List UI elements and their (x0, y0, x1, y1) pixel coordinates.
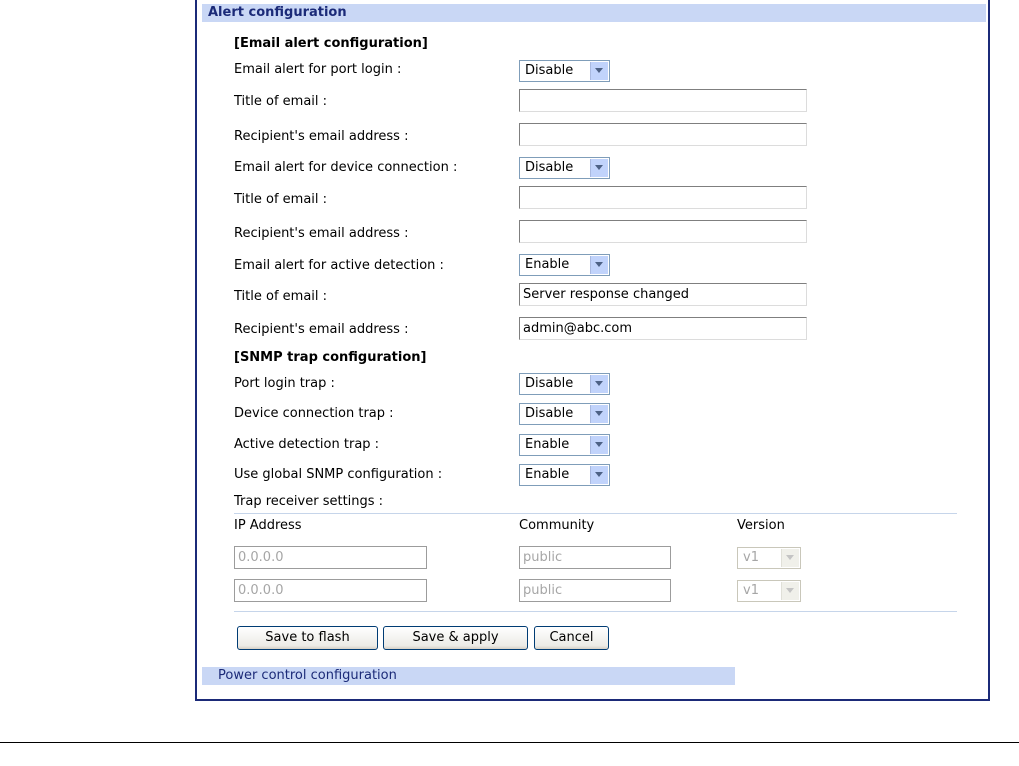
receiver-1-community-input[interactable]: public (519, 546, 671, 569)
chevron-down-icon (590, 62, 608, 80)
port-login-trap-label: Port login trap : (234, 376, 335, 391)
port-login-alert-label: Email alert for port login : (234, 62, 402, 77)
active-detection-trap-label: Active detection trap : (234, 437, 380, 452)
chevron-down-icon (590, 375, 608, 393)
port-login-email-title-input[interactable] (519, 89, 807, 112)
column-header-version: Version (737, 518, 785, 533)
receiver-2-ip-input[interactable]: 0.0.0.0 (234, 579, 427, 602)
device-connection-trap-value: Disable (525, 406, 574, 421)
save-to-flash-button[interactable]: Save to flash (237, 626, 378, 650)
device-connection-alert-label: Email alert for device connection : (234, 160, 458, 175)
port-login-trap-select[interactable] (519, 373, 610, 395)
active-detection-email-title-input[interactable]: Server response changed (519, 283, 807, 306)
chevron-down-icon (781, 582, 799, 600)
use-global-snmp-value: Enable (525, 467, 570, 482)
column-header-community: Community (519, 518, 595, 533)
receiver-1-ip-input[interactable]: 0.0.0.0 (234, 546, 427, 569)
device-connection-recipient-label: Recipient's email address : (234, 226, 409, 241)
device-connection-trap-select[interactable] (519, 403, 610, 425)
active-detection-alert-select[interactable] (519, 254, 610, 276)
port-login-recipient-input[interactable] (519, 123, 807, 146)
chevron-down-icon (590, 466, 608, 484)
power-control-configuration-link[interactable]: Power control configuration (202, 667, 735, 685)
receiver-2-version-value: v1 (743, 583, 759, 598)
receiver-table-top-divider (234, 513, 957, 514)
use-global-snmp-select[interactable] (519, 464, 610, 486)
active-detection-trap-value: Enable (525, 437, 570, 452)
chevron-down-icon (590, 436, 608, 454)
chevron-down-icon (590, 256, 608, 274)
device-connection-recipient-input[interactable] (519, 220, 807, 243)
receiver-table-bottom-divider (234, 611, 957, 612)
use-global-snmp-label: Use global SNMP configuration : (234, 467, 443, 482)
device-connection-trap-label: Device connection trap : (234, 406, 394, 421)
column-header-ip-address: IP Address (234, 518, 302, 533)
section-header-alert-configuration: Alert configuration (202, 4, 986, 22)
active-detection-recipient-input[interactable]: admin@abc.com (519, 317, 807, 340)
bottom-divider (0, 742, 1019, 743)
email-alert-heading: [Email alert configuration] (234, 36, 428, 51)
port-login-trap-value: Disable (525, 376, 574, 391)
save-and-apply-button[interactable]: Save & apply (383, 626, 528, 650)
alert-configuration-panel (195, 0, 990, 701)
active-detection-alert-value: Enable (525, 257, 570, 272)
snmp-trap-heading: [SNMP trap configuration] (234, 350, 427, 365)
receiver-1-version-value: v1 (743, 550, 759, 565)
cancel-button[interactable]: Cancel (534, 626, 609, 650)
port-login-email-title-label: Title of email : (234, 94, 328, 109)
receiver-2-version-select[interactable] (737, 580, 801, 602)
port-login-recipient-label: Recipient's email address : (234, 129, 409, 144)
active-detection-recipient-label: Recipient's email address : (234, 322, 409, 337)
chevron-down-icon (590, 405, 608, 423)
device-connection-email-title-label: Title of email : (234, 192, 328, 207)
active-detection-trap-select[interactable] (519, 434, 610, 456)
chevron-down-icon (590, 159, 608, 177)
device-connection-alert-select[interactable] (519, 157, 610, 179)
trap-receiver-settings-label: Trap receiver settings : (234, 494, 384, 509)
active-detection-email-title-label: Title of email : (234, 289, 328, 304)
receiver-2-community-input[interactable]: public (519, 579, 671, 602)
receiver-1-version-select[interactable] (737, 547, 801, 569)
port-login-alert-value: Disable (525, 63, 574, 78)
chevron-down-icon (781, 549, 799, 567)
device-connection-email-title-input[interactable] (519, 186, 807, 209)
device-connection-alert-value: Disable (525, 160, 574, 175)
port-login-alert-select[interactable] (519, 60, 610, 82)
active-detection-alert-label: Email alert for active detection : (234, 258, 444, 273)
